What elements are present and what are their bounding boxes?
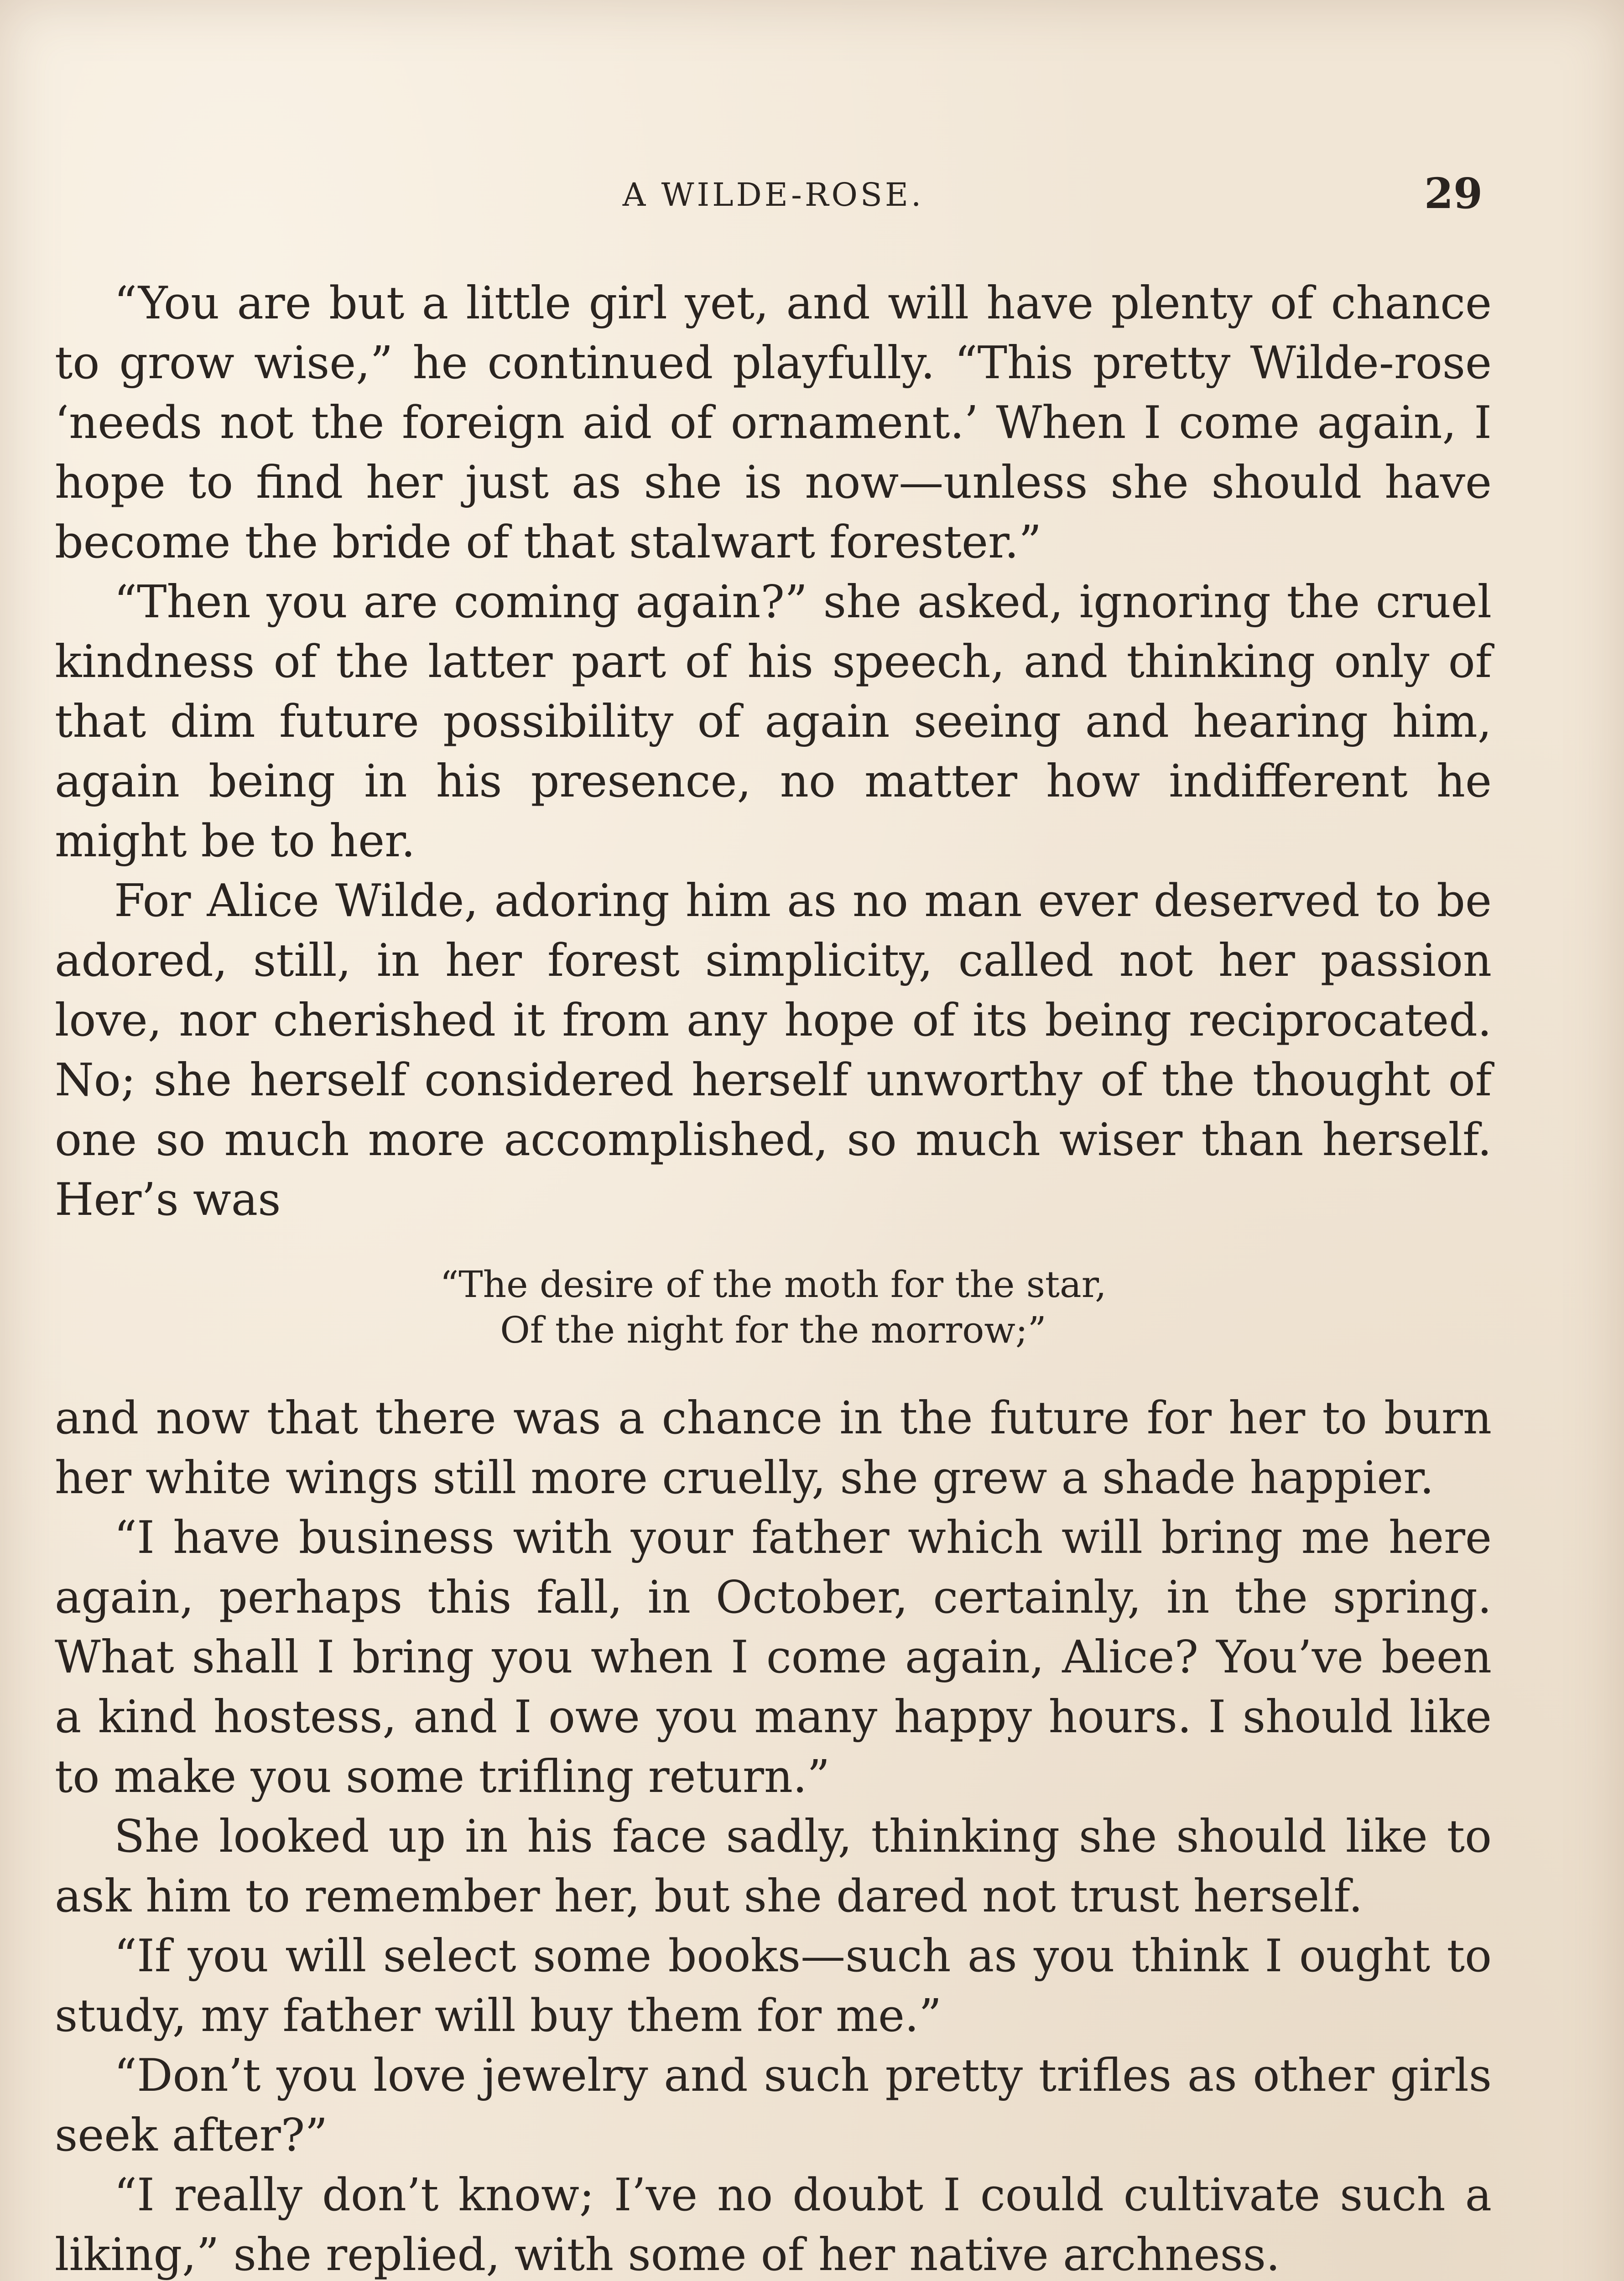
- paragraph: “Don’t you love jewelry and such pretty trifles as other girls seek after?”: [55, 2050, 1492, 2161]
- paragraph: “Then you are coming again?” she asked, ignoring the cruel kindness of the latter part of his speech, and thinking only of that dim future possibility of again seeing and hearing him, again being in his presence, no matter how indifferent he might be to her.: [55, 576, 1492, 867]
- paragraph: “I have business with your father which will bring me here again, perhaps this fall, in October, certainly, in the spring. What shall I bring you when I come again, Alice? You’ve been a kind hostess, and I owe you many happy hours. I should like to make you some trifling return.”: [55, 1512, 1492, 1803]
- paragraph: “If you will select some books—such as you think I ought to study, my father will buy them for me.”: [55, 1930, 1492, 2042]
- running-title: A WILDE-ROSE.: [622, 176, 924, 214]
- body-text: [55, 274, 1492, 2281]
- paragraph: She looked up in his face sadly, thinking she should like to ask him to remember her, but she dared not trust herself.: [55, 1811, 1492, 1922]
- verse-line: Of the night for the morrow;”: [500, 1309, 1046, 1351]
- paragraph: For Alice Wilde, adoring him as no man ever deserved to be adored, still, in her forest simplicity, called not her passion love, nor cherished it from any hope of its being reciprocated. No; she herself considered herself unworthy of the thought of one so much more accomplished, so much wiser than herself. Her’s was: [55, 875, 1492, 1226]
- running-head: [55, 169, 1492, 219]
- paragraph: “I really don’t know; I’ve no doubt I could cultivate such a liking,” she replied, with some of her native archness.: [55, 2169, 1492, 2281]
- verse-quote: [55, 1262, 1492, 1353]
- paragraph-continuation: and now that there was a chance in the future for her to burn her white wings still more cruelly, she grew a shade happier.: [55, 1392, 1492, 1504]
- verse-line: “The desire of the moth for the star,: [440, 1263, 1107, 1306]
- page-number: 29: [1424, 169, 1483, 218]
- book-page: [55, 169, 1492, 2281]
- paragraph: “You are but a little girl yet, and will have plenty of chance to grow wise,” he continued playfully. “This pretty Wilde-rose ‘needs not the foreign aid of ornament.’ When I come again, I hope to find her just as she is now—unless she should have become the bride of that stalwart forester.”: [55, 277, 1492, 568]
